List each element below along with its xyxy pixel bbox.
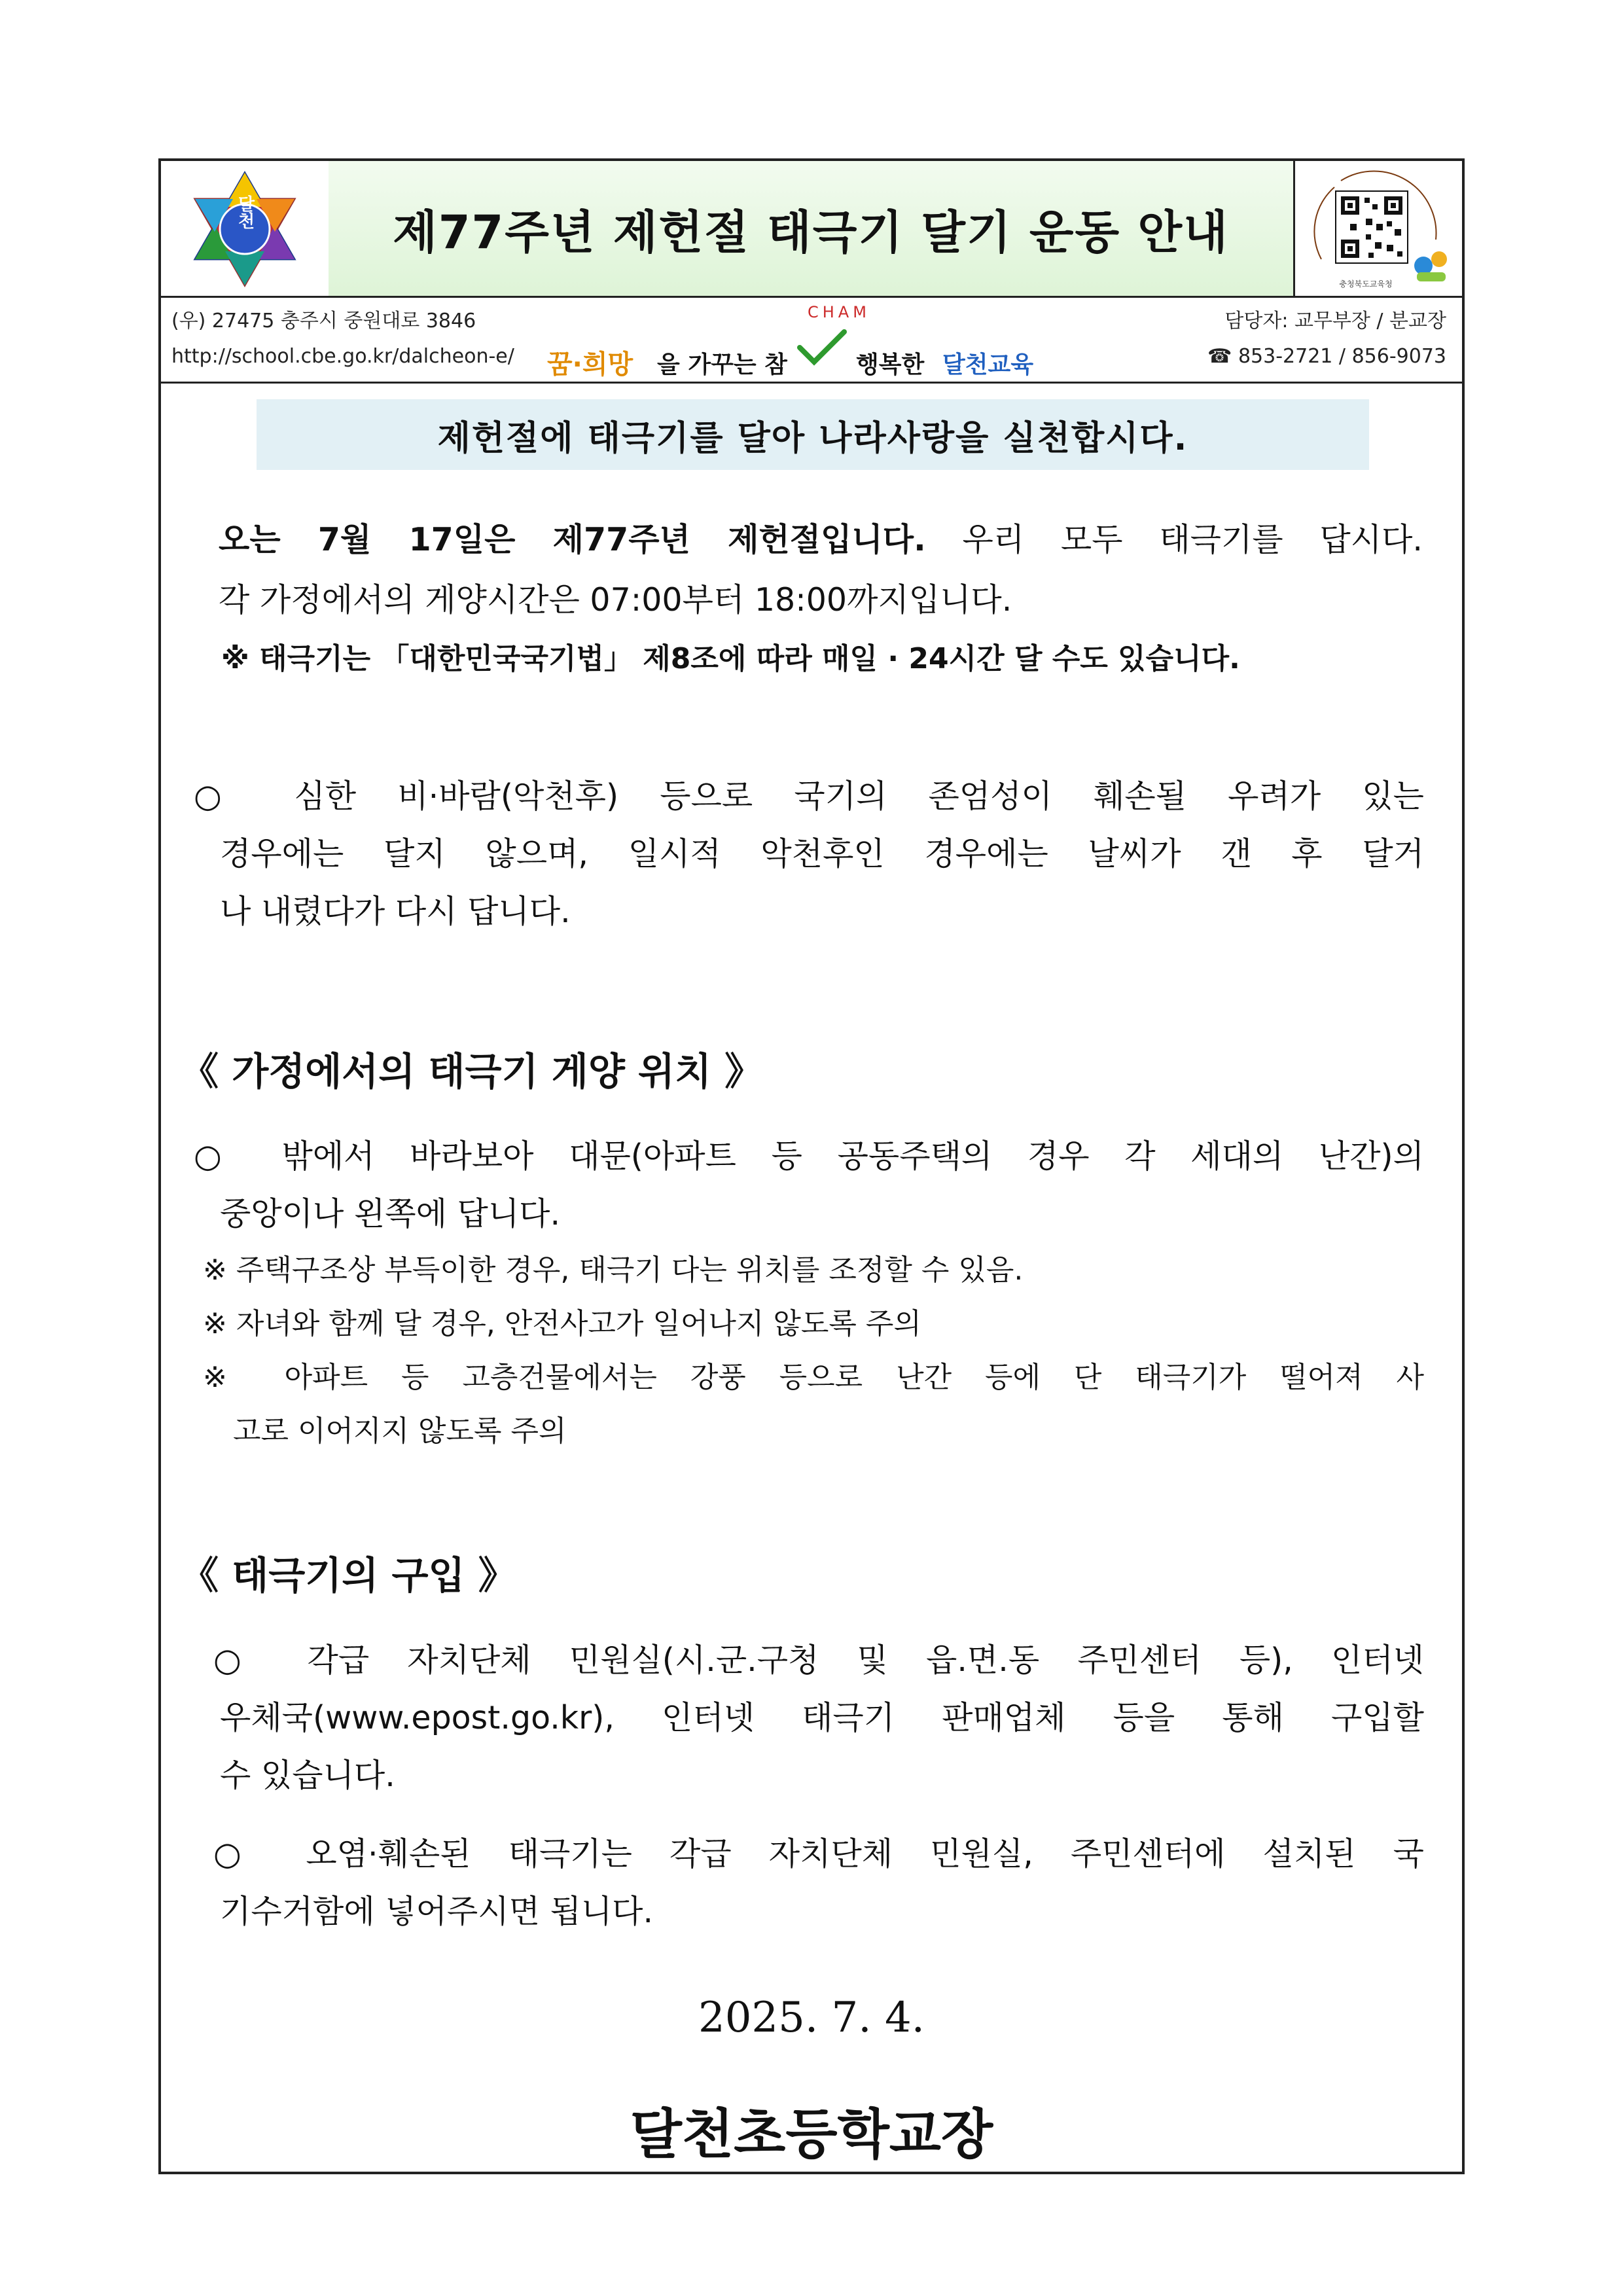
- purchase-line-1: ○ 각급 자치단체 민원실(시.군.구청 및 읍.면.동 주민센터 등), 인터넷: [213, 1641, 1424, 1679]
- contact-person: 담당자: 교무부장 / 분교장: [1224, 310, 1446, 332]
- school-emblem-icon: [161, 161, 329, 296]
- weather-note-line-1: ○ 심한 비·바람(악천후) 등으로 국기의 존엄성이 훼손될 우려가 있는: [194, 778, 1424, 815]
- disposal-line-1: ○ 오염·훼손된 태극기는 각급 자치단체 민원실, 주민센터에 설치된 국: [213, 1835, 1424, 1873]
- document-frame: [158, 158, 1465, 2174]
- intro-line-2: 각 가정에서의 게양시간은 07:00부터 18:00까지입니다.: [219, 581, 1012, 619]
- header: [161, 161, 1462, 298]
- slogan-happy: 행복한: [856, 351, 925, 378]
- page-title: 제77주년 제헌절 태극기 달기 운동 안내: [393, 205, 1229, 259]
- position-note-3b: 고로 이어지지 않도록 주의: [233, 1414, 567, 1448]
- checkmark-icon: [796, 328, 848, 367]
- slogan-dream-hope: 꿈·희망: [547, 350, 633, 380]
- title-banner: [329, 161, 1295, 296]
- disposal-line-2: 기수거함에 넣어주시면 됩니다.: [220, 1893, 654, 1930]
- position-note-1: ※ 주택구조상 부득이한 경우, 태극기 다는 위치를 조정할 수 있음.: [203, 1253, 1024, 1287]
- position-line-2: 중앙이나 왼쪽에 답니다.: [220, 1195, 561, 1232]
- emblem-text: 달천: [235, 195, 255, 229]
- subtitle-text: 제헌절에 태극기를 달아 나라사랑을 실천합시다.: [437, 418, 1188, 458]
- position-note-3a: ※ 아파트 등 고층건물에서는 강풍 등으로 난간 등에 단 태극기가 떨어져 사: [203, 1361, 1424, 1394]
- phone-number: ☎ 853-2721 / 856-9073: [1207, 345, 1446, 368]
- position-note-2: ※ 자녀와 함께 달 경우, 안전사고가 일어나지 않도록 주의: [203, 1307, 921, 1340]
- position-line-1: ○ 밖에서 바라보아 대문(아파트 등 공동주택의 경우 각 세대의 난간)의: [194, 1138, 1424, 1175]
- slogan-cham: CHAM: [808, 303, 870, 321]
- purchase-line-2: 우체국(www.epost.go.kr), 인터넷 태극기 판매업체 등을 통해 구입할: [220, 1699, 1424, 1736]
- weather-note-line-2: 경우에는 달지 않으며, 일시적 악천후인 경우에는 날씨가 갠 후 달거: [220, 835, 1424, 872]
- weather-note-line-3: 나 내렸다가 다시 답니다.: [220, 893, 571, 930]
- section-heading-position: 《 가정에서의 태극기 게양 위치 》: [181, 1049, 763, 1094]
- school-emblem-cell: [161, 161, 330, 296]
- principal-signature: 달천초등학교장: [630, 2103, 993, 2166]
- school-url-link[interactable]: http://school.cbe.go.kr/dalcheon-e/: [171, 345, 514, 368]
- subtitle-banner: [257, 399, 1369, 470]
- school-address: (우) 27475 충주시 중원대로 3846: [171, 310, 476, 332]
- purchase-line-3: 수 있습니다.: [220, 1757, 395, 1794]
- slogan-dalcheon-education: 달천교육: [942, 351, 1034, 378]
- section-heading-purchase: 《 태극기의 구입 》: [181, 1553, 516, 1598]
- qr-code-icon[interactable]: [1295, 161, 1462, 296]
- intro-flag-law-note: ※ 태극기는 「대한민국국기법」 제8조에 따라 매일 · 24시간 달 수도 있습니다.: [221, 642, 1240, 675]
- intro-line-1: [219, 514, 1423, 560]
- office-name: 충청북도교육청: [1339, 279, 1393, 289]
- school-info-bar: [161, 298, 1462, 384]
- document-date: 2025. 7. 4.: [698, 1994, 925, 2042]
- intro-bold-text: 오는 7월 17일은 제77주년 제헌절입니다.: [219, 521, 926, 558]
- intro-rest-text: 우리 모두 태극기를 답시다.: [962, 521, 1423, 558]
- slogan-growing: 을 가꾸는 참: [657, 351, 787, 378]
- office-logo-cell: [1295, 161, 1462, 296]
